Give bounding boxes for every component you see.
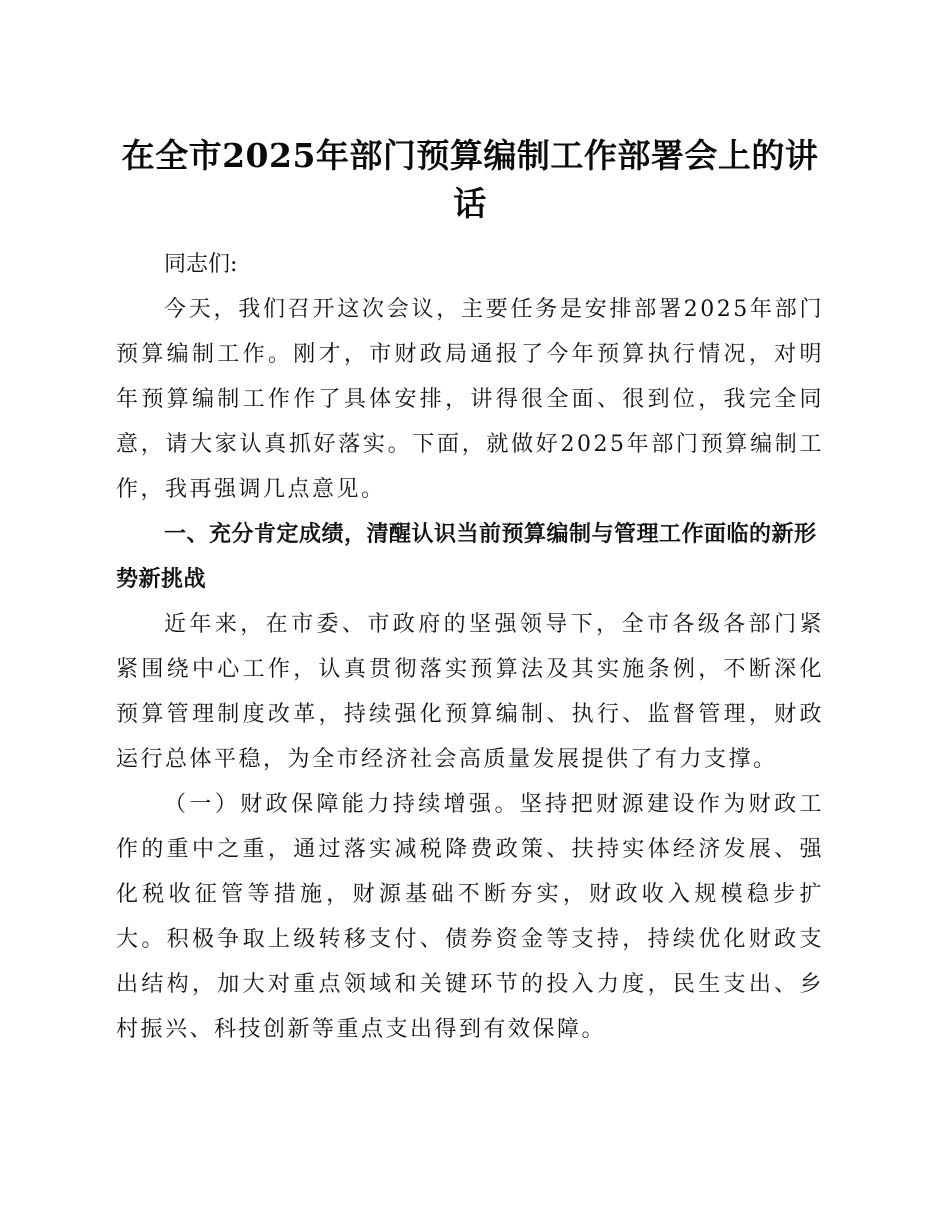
section-1-paragraph: 近年来，在市委、市政府的坚强领导下，全市各级各部门紧紧围绕中心工作，认真贯彻落实预算法及其实施条例，不断深化预算管理制度改革，持续强化预算编制、执行、监督管理，财政运行总体平稳，为全市经济社会高质量发展提供了有力支撑。 bbox=[116, 612, 824, 772]
document-page bbox=[116, 132, 824, 1052]
document-title: 在全市2025年部门预算编制工作部署会上的讲话 bbox=[121, 136, 819, 223]
intro-paragraph: 今天，我们召开这次会议，主要任务是安排部署2025年部门预算编制工作。刚才，市财政局通报了今年预算执行情况，对明年预算编制工作作了具体安排，讲得很全面、很到位，我完全同意，请大家认真抓好落实。下面，就做好2025年部门预算编制工作，我再强调几点意见。 bbox=[116, 297, 824, 502]
section-heading-1: 一、充分肯定成绩，清醒认识当前预算编制与管理工作面临的新形势新挑战 bbox=[116, 522, 817, 592]
subsection-1-paragraph: （一）财政保障能力持续增强。坚持把财源建设作为财政工作的重中之重，通过落实减税降费政策、扶持实体经济发展、强化税收征管等措施，财源基础不断夯实，财政收入规模稳步扩大。积极争取上级转移支付、债券资金等支持，持续优化财政支出结构，加大对重点领域和关键环节的投入力度，民生支出、乡村振兴、科技创新等重点支出得到有效保障。 bbox=[116, 792, 824, 1042]
greeting: 同志们: bbox=[164, 252, 238, 277]
